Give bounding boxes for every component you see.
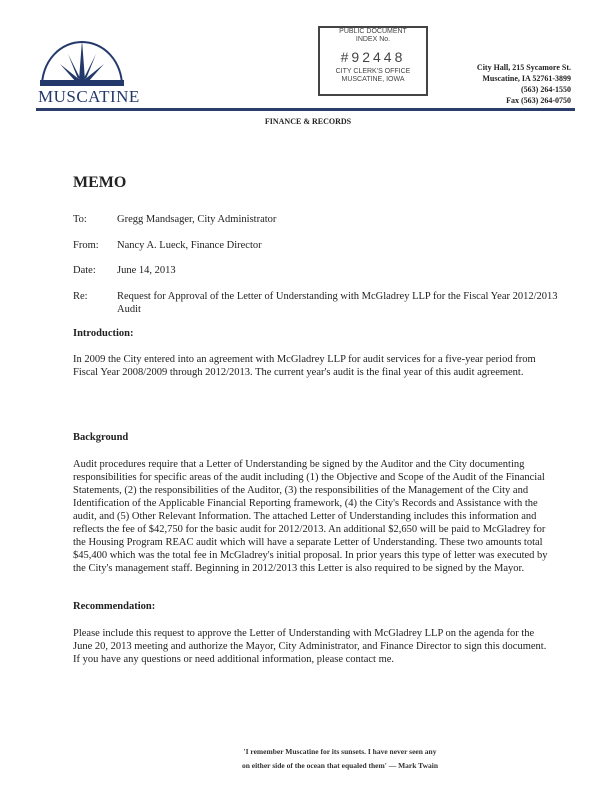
introduction-heading: Introduction:: [73, 328, 134, 339]
re-label: Re:: [73, 291, 88, 302]
to-value: Gregg Mandsager, City Administrator: [117, 214, 277, 225]
to-label: To:: [73, 214, 87, 225]
recommendation-body: Please include this request to approve the Letter of Understanding with McGladrey LLP on the agenda for the June 20, 2013 meeting and authorize the Mayor, City Administrator, and Finance Director to sign this document. If you have any questions or need additional information, please contact me.: [73, 628, 547, 665]
date-value: June 14, 2013: [117, 265, 176, 276]
recommendation-heading: Recommendation:: [73, 601, 156, 612]
quote-line: 'I remember Muscatine for its sunsets. I have never seen any: [243, 747, 437, 756]
date-row: [73, 264, 577, 277]
from-row: [73, 239, 577, 252]
to-row: [73, 213, 577, 226]
stamp-line: MUSCATINE, IOWA: [341, 76, 405, 83]
stamp-line: CITY CLERK'S OFFICE: [335, 68, 411, 75]
date-label: Date:: [73, 265, 96, 276]
stamp-line: PUBLIC DOCUMENT: [339, 28, 407, 35]
introduction-body: In 2009 the City entered into an agreement with McGladrey LLP for audit services for a five-year period from Fiscal Year 2008/2009 through 2012/2013. The current year's audit is the final year of this audit agreement.: [73, 354, 536, 378]
stamp-line: INDEX No.: [355, 36, 391, 43]
phone: (563) 264-1550: [521, 85, 571, 94]
footer-quote: [0, 745, 616, 773]
re-value: Request for Approval of the Letter of Understanding with McGladrey LLP for the Fiscal Year 2012/2013 Audit: [117, 291, 558, 315]
muscatine-logo-icon: [38, 36, 126, 88]
stamp-index-number: #92448: [340, 49, 406, 65]
address-line: Muscatine, IA 52761-3899: [482, 74, 571, 83]
public-document-stamp: [318, 26, 428, 96]
memo-title: MEMO: [73, 174, 127, 191]
background-body: Audit procedures require that a Letter of Understanding be signed by the Auditor and the City documenting responsibilities for specific areas of the audit including (1) the Objective and Scope of the Audit of the Financial Statements, (2) the responsibilities of the Auditor, (3) the responsibilities of the Management of the City and Identification of the Applicable Financial Reporting framework, (4) the City's Records and Assistance with the audit, and (5) Other Relevant Information. The attached Letter of Understanding includes this information and reflects the fee of $42,750 for the basic audit for 2012/2013. An additional $2,650 will be paid to McGladrey for the Housing Program REAC audit which will have a separate Letter of Understanding. These two amounts total $45,400 which was the total fee in McGladrey's initial proposal. In prior years this type of letter was executed by the City's management staff. Beginning in 2012/2013 this Letter is also required to be signed by the Mayor.: [73, 459, 548, 574]
background-heading: Background: [73, 432, 129, 443]
address-line: City Hall, 215 Sycamore St.: [476, 63, 571, 72]
department-name: FINANCE & RECORDS: [264, 117, 352, 126]
logo-text: MUSCATINE: [38, 87, 140, 106]
city-address: [477, 62, 571, 106]
fax: Fax (563) 264-0750: [506, 96, 571, 105]
quote-line: on either side of the ocean that equaled them' — Mark Twain: [241, 761, 439, 770]
header-rule: [36, 108, 575, 111]
from-label: From:: [73, 240, 99, 251]
re-row: [73, 290, 577, 316]
from-value: Nancy A. Lueck, Finance Director: [117, 240, 262, 251]
